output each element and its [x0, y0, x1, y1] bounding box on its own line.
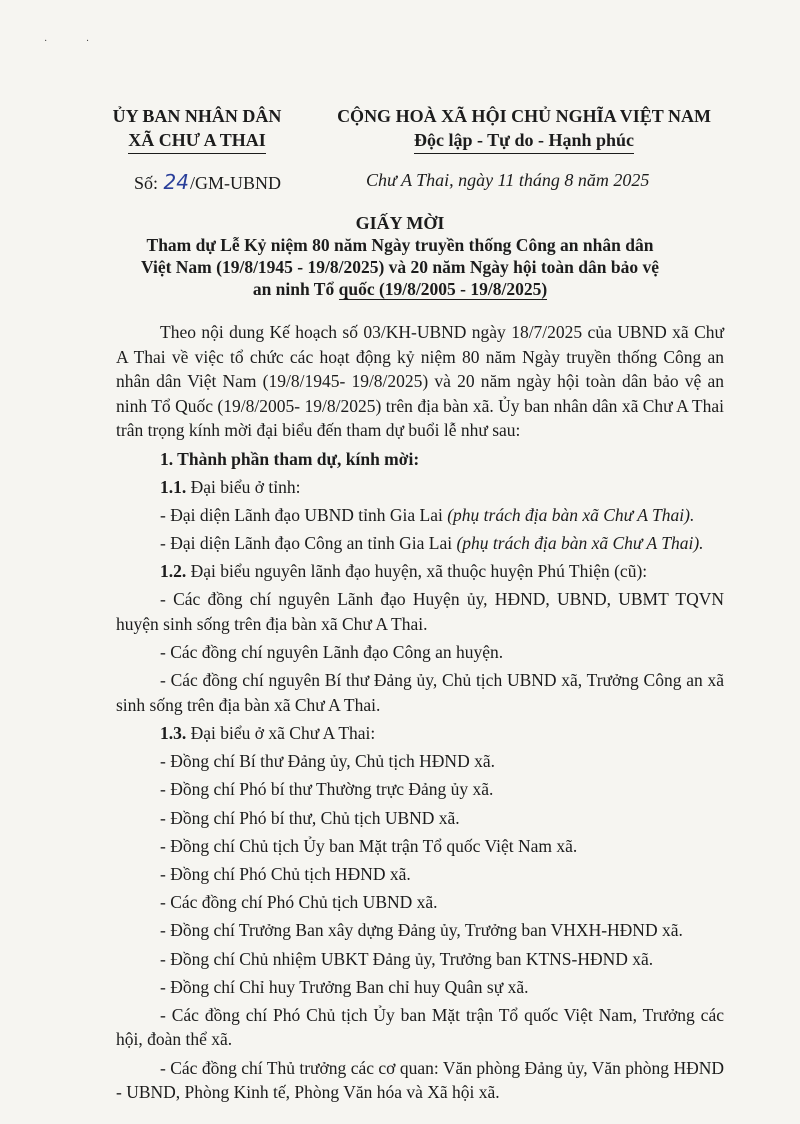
section-1-3-heading: [116, 721, 724, 746]
issuer-header: [102, 104, 292, 154]
subject-line-3b: quốc (19/8/2005 - 19/8/2025): [338, 279, 548, 299]
section-1-1-item: [116, 531, 724, 556]
section-1-3-item: - Đồng chí Phó Chủ tịch HĐND xã.: [160, 863, 411, 884]
document-subject: [130, 234, 670, 300]
scan-specks: · ·: [44, 36, 108, 47]
section-1-3-item: - Đồng chí Bí thư Đảng ủy, Chủ tịch HĐND xã.: [160, 751, 495, 772]
national-motto: Độc lập - Tự do - Hạnh phúc: [414, 128, 634, 154]
item-note: (phụ trách địa bàn xã Chư A Thai).: [447, 504, 695, 525]
intro-paragraph: Theo nội dung Kế hoạch số 03/KH-UBND ngày 18/7/2025 của UBND xã Chư A Thai về việc tổ chức các hoạt động kỷ niệm 80 năm Ngày truyền thống Công an nhân dân Việt Nam (19/8/1945- 19/8/2025) và 20 năm ngày hội toàn dân bảo vệ an ninh Tổ Quốc (19/8/2005- 19/8/2025) trên địa bàn xã. Ủy ban nhân dân xã Chư A Thai trân trọng kính mời đại biểu đến tham dự buổi lễ như sau:: [116, 322, 724, 440]
section-1-2-item: - Các đồng chí nguyên Lãnh đạo Công an huyện.: [160, 642, 504, 663]
national-title: CỘNG HOÀ XÃ HỘI CHỦ NGHĨA VIỆT NAM: [337, 106, 711, 126]
subject-line-3a: an ninh Tổ: [252, 279, 339, 299]
section-1-3-item: - Đồng chí Phó bí thư Thường trực Đảng ủy xã.: [160, 779, 494, 800]
section-1-3-item: - Các đồng chí Phó Chủ tịch UBND xã.: [160, 892, 438, 913]
item-text: - Đại diện Lãnh đạo UBND tỉnh Gia Lai: [160, 504, 448, 525]
subject-line-1: Tham dự Lễ Kỷ niệm 80 năm Ngày truyền thống Công an nhân dân: [146, 235, 654, 255]
doc-number-prefix: Số:: [134, 173, 159, 193]
section-1-3-item: - Đồng chí Chủ nhiệm UBKT Đảng ủy, Trưởng ban KTNS-HĐND xã.: [160, 948, 654, 969]
issuer-line-2: XÃ CHƯ A THAI: [128, 128, 266, 154]
section-1-3-item: - Các đồng chí Thủ trưởng các cơ quan: Văn phòng Đảng ủy, Văn phòng HĐND - UBND, Phòng Kinh tế, Phòng Văn hóa và Xã hội xã.: [116, 1057, 724, 1103]
section-1-2-heading: [116, 559, 724, 584]
doc-number-suffix: /GM-UBND: [189, 173, 281, 193]
item-note: (phụ trách địa bàn xã Chư A Thai).: [456, 533, 704, 554]
section-1-2-number: 1.2.: [160, 561, 187, 582]
section-1-3-label: Đại biểu ở xã Chư A Thai:: [186, 723, 376, 743]
document-number: [134, 170, 281, 194]
section-1-3-item: - Đồng chí Trưởng Ban xây dựng Đảng ủy, Trưởng ban VHXH-HĐND xã.: [160, 920, 683, 941]
item-text: - Đại diện Lãnh đạo Công an tỉnh Gia Lai: [160, 533, 457, 554]
section-1-3-item: - Các đồng chí Phó Chủ tịch Ủy ban Mặt trận Tổ quốc Việt Nam, Trưởng các hội, đoàn thể xã.: [116, 1004, 724, 1050]
section-1-2-label: Đại biểu nguyên lãnh đạo huyện, xã thuộc huyện Phú Thiện (cũ):: [186, 561, 648, 582]
subject-line-2: Việt Nam (19/8/1945 - 19/8/2025) và 20 năm Ngày hội toàn dân bảo vệ: [140, 257, 660, 277]
date-line: Chư A Thai, ngày 11 tháng 8 năm 2025: [366, 170, 650, 190]
issuer-line-1: ỦY BAN NHÂN DÂN: [112, 106, 282, 126]
section-1-2-item: - Các đồng chí nguyên Bí thư Đảng ủy, Chủ tịch UBND xã, Trưởng Công an xã sinh sống trên địa bàn xã Chư A Thai.: [116, 670, 724, 715]
section-1-3-item: - Đồng chí Phó bí thư, Chủ tịch UBND xã.: [160, 807, 460, 828]
section-1-1-heading: [116, 475, 724, 500]
section-1-1-label: Đại biểu ở tỉnh:: [186, 476, 301, 497]
document-title: GIẤY MỜI: [355, 213, 445, 233]
section-1-1-item: [116, 503, 724, 528]
section-1-heading: 1. Thành phần tham dự, kính mời:: [160, 448, 420, 469]
section-1-3-number: 1.3.: [160, 723, 187, 743]
section-1-3-item: - Đồng chí Chủ tịch Ủy ban Mặt trận Tổ quốc Việt Nam xã.: [160, 835, 578, 856]
section-1-1-number: 1.1.: [160, 476, 187, 497]
section-1-2-item: - Các đồng chí nguyên Lãnh đạo Huyện ủy, HĐND, UBND, UBMT TQVN huyện sinh sống trên địa bàn xã Chư A Thai.: [116, 589, 724, 634]
document-body: [116, 320, 724, 1105]
doc-number-handwritten: 24: [163, 170, 189, 194]
national-header: [326, 104, 722, 154]
section-1-3-item: - Đồng chí Chỉ huy Trưởng Ban chỉ huy Quân sự xã.: [160, 976, 529, 997]
